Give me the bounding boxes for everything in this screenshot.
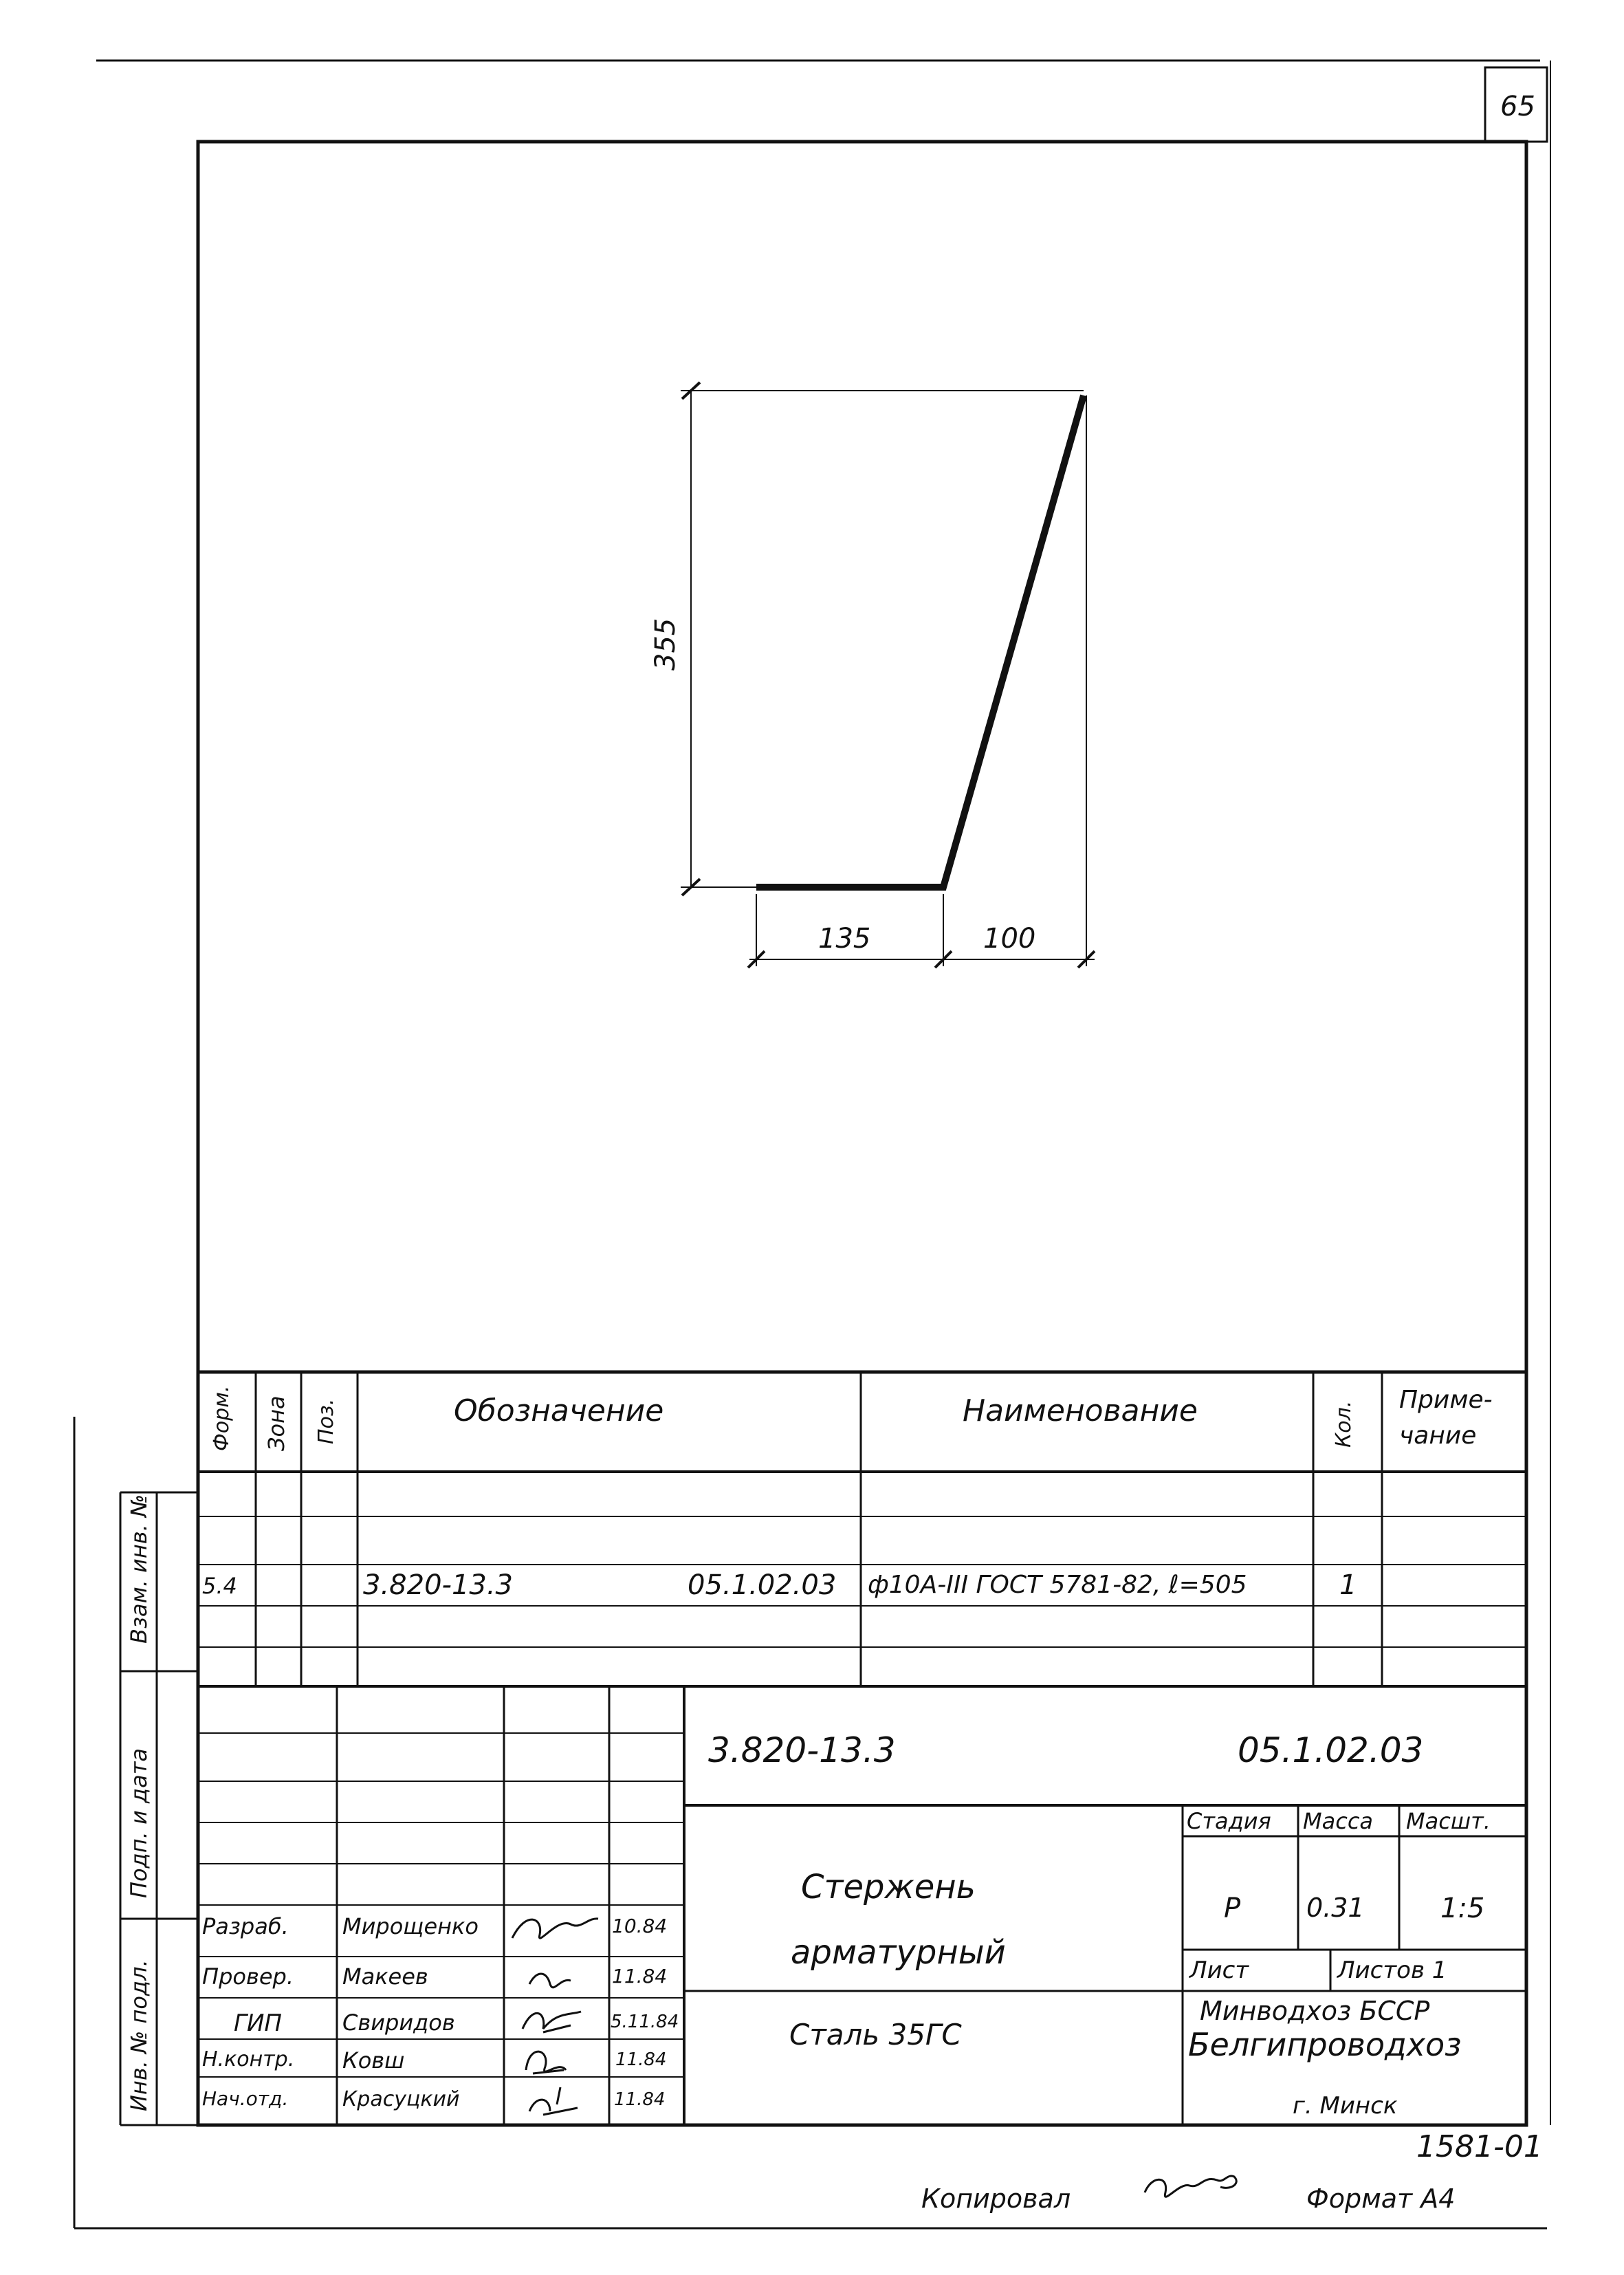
doc-sheet: 05.1.02.03 (1238, 1730, 1424, 1770)
row-qty: 1 (1339, 1569, 1357, 1601)
stamp-inv-orig: Инв. № подл. (126, 1959, 152, 2111)
sheets-label: Листов 1 (1337, 1957, 1447, 1984)
role-dept-head: Нач.отд. (202, 2087, 289, 2110)
header-qty: Кол. (1332, 1400, 1356, 1448)
stamp-swap-inv: Взам. инв. № (126, 1494, 152, 1644)
name-norm-control: Ковш (342, 2047, 405, 2073)
copier-signature (1145, 2176, 1236, 2197)
stage-label: Стадия (1187, 1808, 1271, 1834)
signatures (512, 1919, 598, 2115)
page-number: 65 (1500, 91, 1535, 122)
archive-number: 1581-01 (1416, 2129, 1543, 2164)
row-form: 5.4 (202, 1573, 237, 1599)
role-checker: Провер. (202, 1963, 294, 1990)
org-line-2: Белгипроводхоз (1188, 2026, 1462, 2063)
row-name: ф10А-III ГОСТ 5781-82, ℓ=505 (868, 1571, 1247, 1599)
date-checker: 11.84 (612, 1965, 668, 1988)
name-checker: Макеев (342, 1963, 428, 1990)
date-dept-head: 11.84 (614, 2089, 666, 2110)
sheet-label: Лист (1189, 1957, 1249, 1984)
copied-label: Копировал (921, 2184, 1071, 2214)
role-norm-control: Н.контр. (202, 2047, 295, 2071)
row-designation-sheet: 05.1.02.03 (688, 1569, 837, 1601)
stamp-sign-date: Подп. и дата (126, 1748, 152, 1898)
rebar-diagram (681, 382, 1095, 968)
header-note-1: Приме- (1399, 1386, 1493, 1414)
org-line-1: Минводхоз БССР (1200, 1996, 1430, 2026)
dimension-355: 355 (650, 618, 681, 671)
doc-code: 3.820-13.3 (708, 1730, 896, 1770)
title-line-2: арматурный (791, 1933, 1006, 1972)
name-gip: Свиридов (342, 2010, 455, 2036)
material: Сталь 35ГС (789, 2018, 962, 2051)
header-designation: Обозначение (454, 1393, 664, 1428)
stage-value: Р (1224, 1893, 1241, 1924)
header-name: Наименование (963, 1393, 1198, 1428)
header-form: Форм. (210, 1385, 234, 1451)
mass-label: Масса (1303, 1808, 1374, 1834)
date-gip: 5.11.84 (611, 2012, 679, 2032)
dimension-135: 135 (818, 923, 871, 955)
dimension-100: 100 (983, 923, 1036, 955)
role-gip: ГИП (234, 2010, 282, 2037)
header-note-2: чание (1399, 1422, 1477, 1450)
format-label: Формат А4 (1306, 2184, 1456, 2214)
title-line-1: Стержень (801, 1868, 976, 1906)
scale-value: 1:5 (1440, 1893, 1485, 1924)
header-pos: Поз. (314, 1398, 338, 1444)
date-developer: 10.84 (612, 1915, 668, 1937)
header-zone: Зона (263, 1395, 289, 1451)
date-norm-control: 11.84 (615, 2049, 667, 2070)
scale-label: Масшт. (1406, 1808, 1491, 1834)
name-developer: Мирощенко (342, 1913, 479, 1939)
row-designation-code: 3.820-13.3 (363, 1569, 514, 1601)
mass-value: 0.31 (1306, 1893, 1365, 1923)
org-line-3: г. Минск (1293, 2092, 1398, 2120)
name-dept-head: Красуцкий (342, 2087, 460, 2111)
role-developer: Разраб. (202, 1913, 289, 1939)
